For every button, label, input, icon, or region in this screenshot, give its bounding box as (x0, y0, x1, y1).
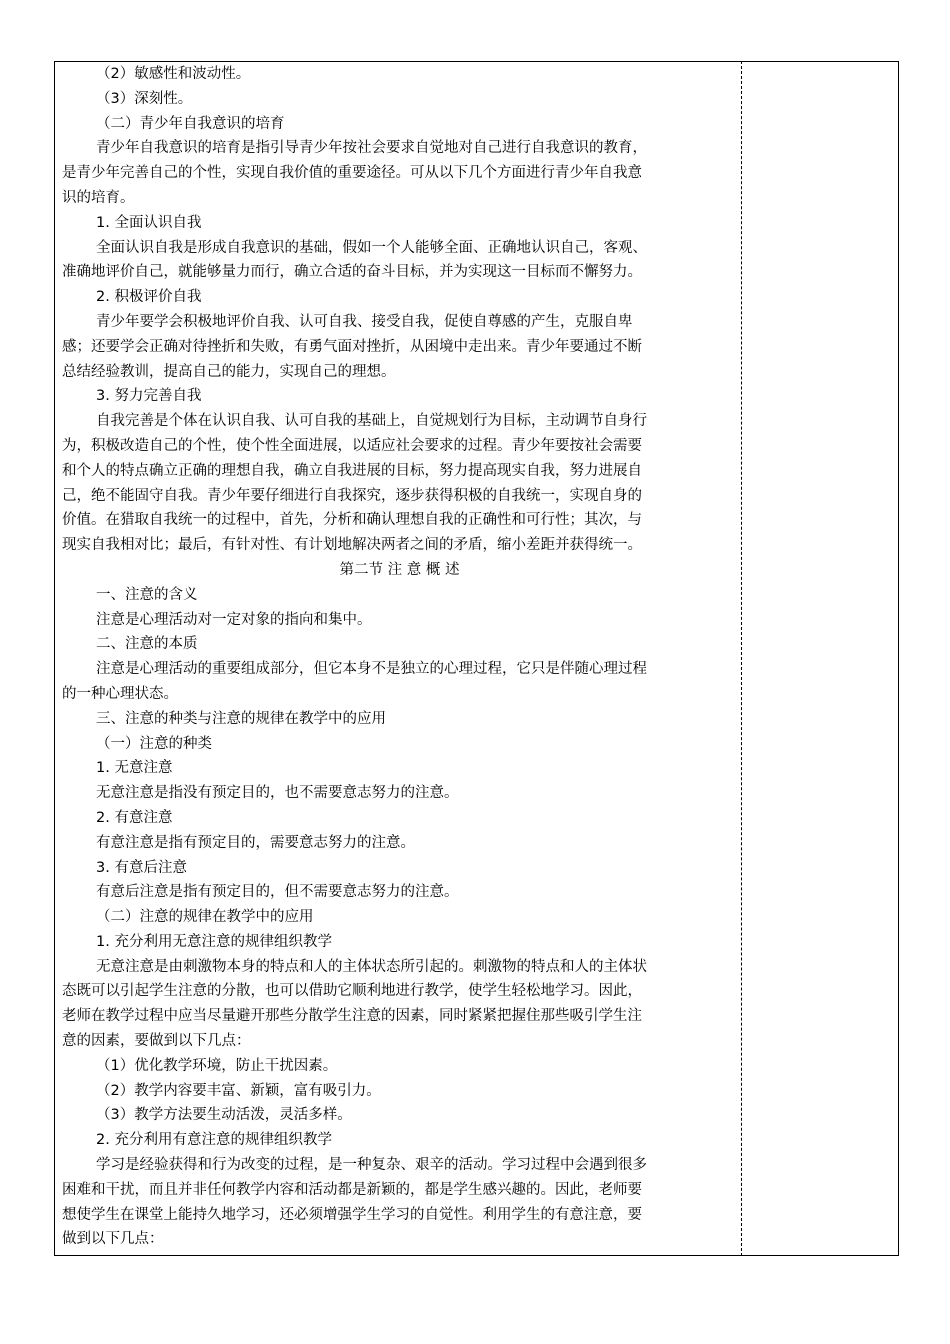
text-line: 老师在教学过程中应当尽量避开那些分散学生注意的因素，同时紧紧把握住那些吸引学生注 (62, 1008, 642, 1025)
text-line: 己，绝不能固守自我。青少年要仔细进行自我探究，逐步获得积极的自我统一，实现自身的 (62, 487, 642, 504)
text-line: 注意是心理活动对一定对象的指向和集中。 (96, 611, 372, 628)
text-line: 感；还要学会正确对待挫折和失败，有勇气面对挫折，从困境中走出来。青少年要通过不断 (62, 338, 642, 355)
text-line: 一、注意的含义 (96, 586, 198, 603)
text-line: （2）敏感性和波动性。 (96, 66, 251, 82)
text-line: 2. 充分利用有意注意的规律组织教学 (96, 1132, 332, 1149)
text-line: （二）青少年自我意识的培育 (96, 115, 285, 132)
text-line: 的一种心理状态。 (62, 685, 178, 702)
text-line: 有意后注意是指有预定目的，但不需要意志努力的注意。 (96, 884, 459, 901)
text-line: 总结经验教训，提高自己的能力，实现自己的理想。 (62, 363, 396, 380)
text-line: （二）注意的规律在教学中的应用 (96, 909, 314, 926)
text-line: 和个人的特点确立正确的理想自我，确立自我进展的目标，努力提高现实自我，努力进展自 (62, 462, 642, 479)
text-line: 有意注意是指有预定目的，需要意志努力的注意。 (96, 834, 415, 851)
text-line: 青少年自我意识的培育是指引导青少年按社会要求自觉地对自己进行自我意识的教育， (96, 140, 647, 157)
text-line: 价值。在猎取自我统一的过程中，首先，分析和确认理想自我的正确性和可行性；其次，与 (62, 512, 642, 529)
text-line: （3）教学方法要生动活泼，灵活多样。 (96, 1107, 352, 1124)
text-line: 想使学生在课堂上能持久地学习，还必须增强学生学习的自觉性。利用学生的有意注意，要 (62, 1206, 642, 1223)
text-line: 困难和干扰，而且并非任何教学内容和活动都是新颖的，都是学生感兴趣的。因此，老师要 (62, 1181, 642, 1198)
text-line: 1. 无意注意 (96, 760, 173, 777)
text-line: 态既可以引起学生注意的分散，也可以借助它顺利地进行教学，使学生轻松地学习。因此， (62, 983, 642, 1000)
text-line: 识的培育。 (62, 189, 135, 206)
notes-column (742, 62, 898, 1255)
text-line: 2. 有意注意 (96, 809, 173, 826)
text-line: 现实自我相对比；最后，有针对性、有计划地解决两者之间的矛盾，缩小差距并获得统一。 (62, 537, 642, 554)
text-line: 为，积极改造自己的个性，使个性全面进展，以适应社会要求的过程。青少年要按社会需要 (62, 437, 642, 454)
text-line: （2）教学内容要丰富、新颖，富有吸引力。 (96, 1082, 381, 1099)
text-line: 3. 有意后注意 (96, 859, 187, 876)
text-line: 无意注意是指没有预定目的，也不需要意志努力的注意。 (96, 785, 459, 802)
text-line: 二、注意的本质 (96, 636, 198, 653)
text-line: 是青少年完善自己的个性，实现自我价值的重要途径。可从以下几个方面进行青少年自我意 (62, 165, 642, 182)
main-text-column (62, 62, 737, 1252)
text-line: 无意注意是由刺激物本身的特点和人的主体状态所引起的。刺激物的特点和人的主体状 (96, 958, 647, 975)
text-line: 1. 全面认识自我 (96, 214, 202, 231)
text-line: （3）深刻性。 (96, 90, 193, 107)
text-line: 自我完善是个体在认识自我、认可自我的基础上，自觉规划行为目标，主动调节自身行 (96, 413, 647, 430)
text-line: 3. 努力完善自我 (96, 388, 202, 405)
text-line: 1. 充分利用无意注意的规律组织教学 (96, 933, 332, 950)
text-line: 2. 积极评价自我 (96, 289, 202, 306)
text-line: 学习是经验获得和行为改变的过程，是一种复杂、艰辛的活动。学习过程中会遇到很多 (96, 1157, 647, 1174)
text-line: 全面认识自我是形成自我意识的基础，假如一个人能够全面、正确地认识自己，客观、 (96, 239, 647, 256)
text-line: 准确地评价自己，就能够量力而行，确立合适的奋斗目标，并为实现这一目标而不懈努力。 (62, 264, 642, 281)
text-line: 做到以下几点： (62, 1231, 164, 1248)
text-line: 意的因素，要做到以下几点： (62, 1033, 251, 1050)
section-heading: 第二节 注 意 概 述 (339, 561, 460, 578)
text-line: （1）优化教学环境，防止干扰因素。 (96, 1057, 338, 1074)
text-line: 注意是心理活动的重要组成部分，但它本身不是独立的心理过程，它只是伴随心理过程 (96, 661, 647, 678)
text-line: 青少年要学会积极地评价自我、认可自我、接受自我，促使自尊感的产生，克服自卑 (96, 313, 633, 330)
text-line: 三、注意的种类与注意的规律在教学中的应用 (96, 710, 386, 727)
text-line: （一）注意的种类 (96, 735, 212, 752)
